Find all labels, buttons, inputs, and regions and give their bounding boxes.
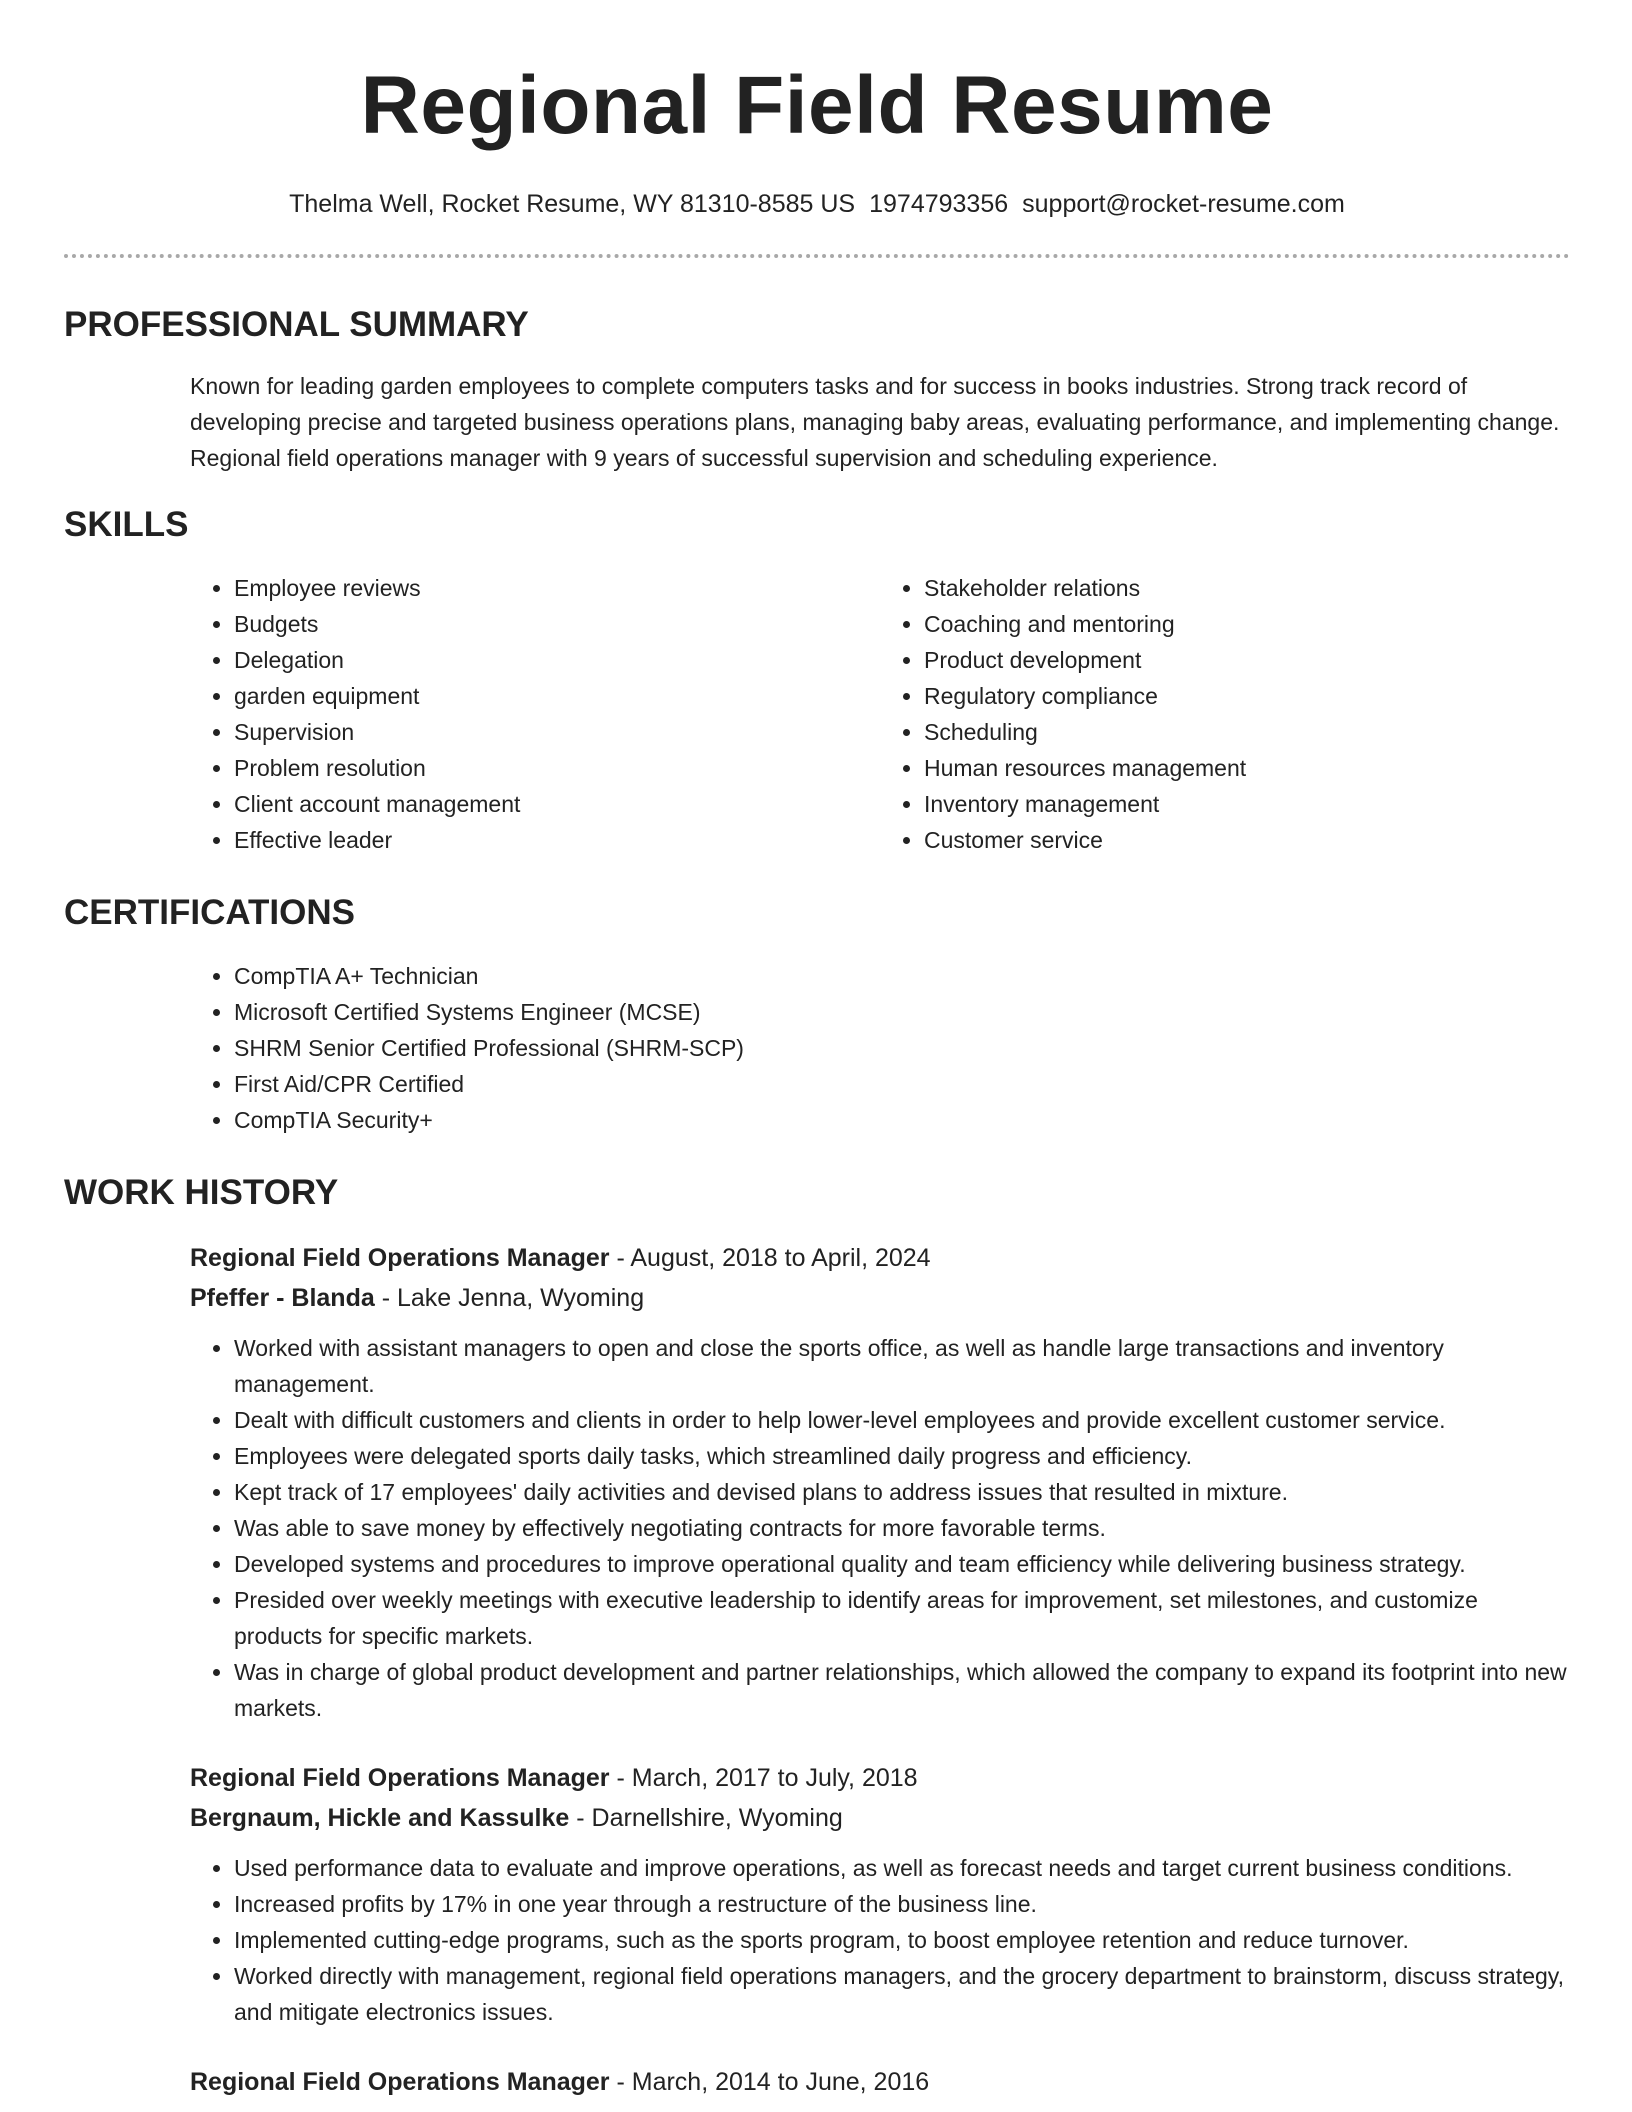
certifications-list (190, 958, 1570, 1138)
job-dates: - March, 2017 to July, 2018 (609, 1764, 918, 1792)
job-dates: - August, 2018 to April, 2024 (609, 1244, 931, 1272)
job-bullets (190, 1850, 1570, 2030)
skill-item: • Product development (924, 642, 1570, 678)
contact-email: support@rocket-resume.com (1022, 190, 1345, 218)
work-history-heading: WORK HISTORY (64, 1173, 339, 1212)
job-entry (190, 1238, 1570, 1726)
job-title: Regional Field Operations Manager (190, 1244, 610, 1272)
job-title: Regional Field Operations Manager (190, 1764, 610, 1792)
skills-list (190, 570, 1570, 858)
job-location: - Lake Jenna, Wyoming (374, 1284, 645, 1312)
job-company-line (190, 1798, 1570, 1838)
skill-item: • Effective leader (234, 822, 880, 858)
job-bullet: • Used performance data to evaluate and improve operations, as well as forecast needs and target current business conditions. (234, 1850, 1570, 1886)
job-company-line (190, 1278, 1570, 1318)
job-title-line (190, 1758, 1570, 1798)
job-title-line (190, 1238, 1570, 1278)
contact-address: Thelma Well, Rocket Resume, WY 81310-8585 US (289, 190, 856, 218)
certification-item: • SHRM Senior Certified Professional (SHRM-SCP) (234, 1030, 1570, 1066)
job-bullet: • Was able to save money by effectively negotiating contracts for more favorable terms. (234, 1510, 1570, 1546)
job-title: Regional Field Operations Manager (190, 2068, 610, 2096)
job-bullets (190, 1330, 1570, 1726)
skills-column-left (190, 570, 880, 858)
skill-item: • Scheduling (924, 714, 1570, 750)
job-bullet: • Developed systems and procedures to improve operational quality and team efficiency while delivering business strategy. (234, 1546, 1570, 1582)
job-bullet: • Presided over weekly meetings with executive leadership to identify areas for improvement, set milestones, and customize products for specific markets. (234, 1582, 1570, 1654)
job-bullet: • Dealt with difficult customers and clients in order to help lower-level employees and provide excellent customer service. (234, 1402, 1570, 1438)
summary-text: Known for leading garden employees to complete computers tasks and for success in books industries. Strong track record of developing precise and targeted business operations plans, managing baby areas, evaluating performance, and implementing change. Regional field operations manager with 9 years of successful supervision and scheduling experience. (190, 373, 1560, 471)
certification-item: • First Aid/CPR Certified (234, 1066, 1570, 1102)
summary-heading: PROFESSIONAL SUMMARY (64, 305, 529, 344)
job-entry (190, 2062, 1570, 2102)
skill-item: • Supervision (234, 714, 880, 750)
contact-info (64, 188, 1570, 220)
skills-column-right (880, 570, 1570, 858)
job-bullet: • Employees were delegated sports daily tasks, which streamlined daily progress and efficiency. (234, 1438, 1570, 1474)
certification-item: • CompTIA Security+ (234, 1102, 1570, 1138)
header-divider (64, 254, 1570, 258)
skill-item: • Delegation (234, 642, 880, 678)
job-bullet: • Worked directly with management, regional field operations managers, and the grocery department to brainstorm, discuss strategy, and mitigate electronics issues. (234, 1958, 1570, 2030)
job-title-line (190, 2062, 1570, 2102)
page-title: Regional Field Resume (360, 60, 1274, 151)
skill-item: • Client account management (234, 786, 880, 822)
skill-item: • Budgets (234, 606, 880, 642)
job-dates: - March, 2014 to June, 2016 (609, 2068, 930, 2096)
job-entry (190, 1758, 1570, 2030)
skill-item: • Stakeholder relations (924, 570, 1570, 606)
skill-item: • Human resources management (924, 750, 1570, 786)
job-bullet: • Implemented cutting-edge programs, such as the sports program, to boost employee retention and reduce turnover. (234, 1922, 1570, 1958)
skill-item: • Regulatory compliance (924, 678, 1570, 714)
resume-page (64, 0, 1570, 2102)
job-bullet: • Increased profits by 17% in one year through a restructure of the business line. (234, 1886, 1570, 1922)
contact-phone: 1974793356 (869, 190, 1009, 218)
job-bullet: • Worked with assistant managers to open and close the sports office, as well as handle large transactions and inventory management. (234, 1330, 1570, 1402)
job-bullet: • Was in charge of global product development and partner relationships, which allowed the company to expand its footprint into new markets. (234, 1654, 1570, 1726)
job-location: - Darnellshire, Wyoming (569, 1804, 843, 1832)
skill-item: • Employee reviews (234, 570, 880, 606)
job-bullet: • Kept track of 17 employees' daily activities and devised plans to address issues that resulted in mixture. (234, 1474, 1570, 1510)
skills-heading: SKILLS (64, 505, 189, 544)
skill-item: • Customer service (924, 822, 1570, 858)
job-company: Pfeffer - Blanda (190, 1284, 375, 1312)
skill-item: • Inventory management (924, 786, 1570, 822)
job-company: Bergnaum, Hickle and Kassulke (190, 1804, 570, 1832)
skill-item: • garden equipment (234, 678, 880, 714)
skill-item: • Problem resolution (234, 750, 880, 786)
certification-item: • Microsoft Certified Systems Engineer (MCSE) (234, 994, 1570, 1030)
certifications-heading: CERTIFICATIONS (64, 893, 356, 932)
certification-item: • CompTIA A+ Technician (234, 958, 1570, 994)
skill-item: • Coaching and mentoring (924, 606, 1570, 642)
